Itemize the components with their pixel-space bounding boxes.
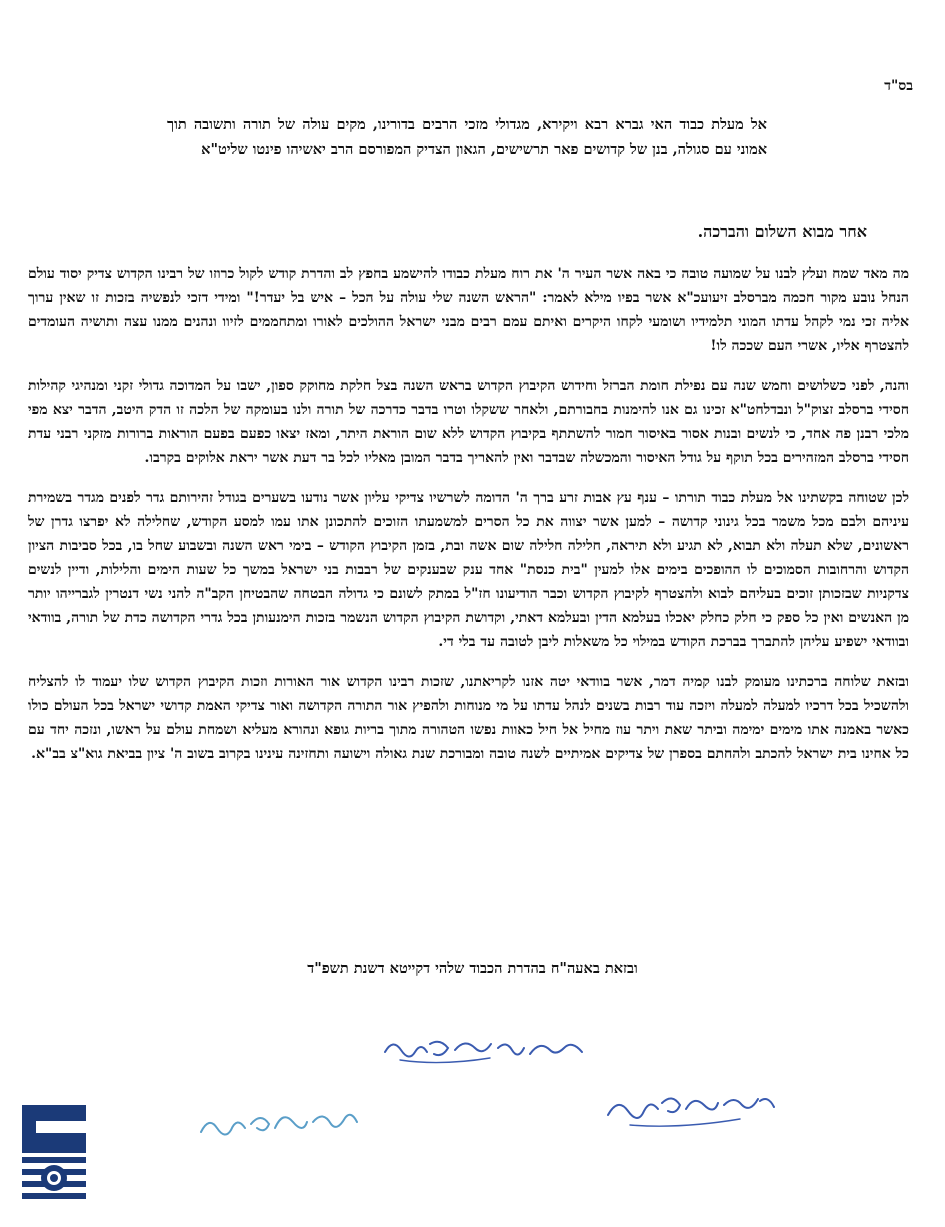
closing-line: ובזאת באעה"ח בהדרת הכבוד שלהי דקייטא דשנת תשפ"ד bbox=[307, 960, 638, 977]
paragraph: ובזאת שלוחה ברכתינו מעומק לבנו קמיה דמר, אשר בוודאי יטה אזנו לקריאתנו, שזכות רבינו הקדוש אור האורות וזכות הקיבוץ הקדוש שלו יעמוד לו להצליח ולהשכיל בכל דרכיו למעלה למעלה ויזכה עוד רבות בשנים לנהל עדתו על מי מנוחות ולהפיץ אור התורה הקדושה ואור צדיקי האמת קדושי ישראל בכל העולם כולו כאשר באמנה אתו מימים ימימה וביתר שאת ויתר עוז מחיל אל חיל כאוות נפשו הטהורה מתוך בריות גופא ונהורא מעליא ושמחת עולם על ראשו, ונזכה יחד עם כל אחינו בית ישראל להכתב ולהחתם בספרן של צדיקים אמיתיים לשנה טובה ומבורכת שנת גאולה וישועה ותחזינה עינינו בקרוב בשוב ה' ציון בביאת גוא"צ בב"א. bbox=[28, 674, 909, 762]
addressee-name: הרב יאשיהו פינטו שליט"א bbox=[201, 141, 354, 158]
address-text: אל מעלת כבוד האי גברא רבא ויקירא, מגדולי מזכי הרבים בדורינו, מקים עולה של תורה ותשובה תוך אמוני עם סגולה, בנן של קדושים פאר תרשישים, הגאון הצדיק המפורסם bbox=[167, 116, 767, 158]
bsd-header: בס"ד bbox=[884, 78, 913, 94]
paragraph: מה מאד שמח ועלץ לבנו על שמועה טובה כי באה אשר העיר ה' את רוח מעלת כבודו להישמע בחפץ לב והדרת קודש לקול כרוזו של רבינו הקדוש צדיק יסוד עולם הנחל נובע מקור חכמה מברסלב זיעועכ"א אשר בפיו מילא לאמר: "הראש השנה שלי עולה על הכל – איש בל יעדר!" ומידי דזכי לנפשיה בזכות זו שאין ערוך אליה זכי נמי לקהל עדתו המוני תלמידיו ושומעי לקחו היקרים ואיתם עמם רבים מבני ישראל ההולכים לאורו ומתחממים לזיוו ונהנים ממנו עצה ותושיה העומדים להצטרף אליו, אשרי העם שככה לו! bbox=[28, 266, 909, 354]
signature-2 bbox=[600, 1085, 785, 1135]
signature-3 bbox=[195, 1100, 365, 1150]
paragraph: לכן שטוחה בקשתינו אל מעלת כבוד תורתו – ענף עץ אבות זרע ברך ה' הדומה לשרשיו צדיקי עליון אשר נודעו בשערים בגודל זהירותם גדר לפנים מגדר בשמירת עיניהם ולבם מכל משמר בכל גינוני קדושה – למען אשר יצווה את כל הסרים למשמעתו הזוכים להתכונן אתו עמו למסע הקודש, שחלילה לא יפרצו גדרן של ראשונים, שלא תעלה ולא תבוא, לא תגיע ולא תיראה, חלילה חלילה שום אשה ובת, בזמן הקיבוץ הקודש – בימי ראש השנה ובשבוע שחל בו, בכל סביבות הציון הקדוש והרחובות הסמוכים לו ההופכים בימים אלו למעין "בית כנסת" אחד ענק שבענקים של רבבות בני ישראל במשך כל שעות הימים והלילות, ודיין לנשים צדקניות שבזכותן זוכים בעליהם לבוא ולהצטרף לקיבוץ הקדוש וכבר הודיעונו חז"ל במתק לשונם כי גדולה הבטחה שהבטיחן הקב"ה להני נשי דנטרין לגברייהו יותר מן האנשים ואין כל ספק כי חלק כחלק יאכלו בעלמא הדין ובעלמא דאתי, וקדושת הקיבוץ הקדוש הנשמר בזכות הימנעותן בכל גדרי הקדושה כדת של תורה, בוודאי ובוודאי ישפיע עליהן להתברך בברכת הקודש במילוי כל משאלות ליבן לטובה עד בלי די. bbox=[28, 490, 909, 650]
letter-body bbox=[28, 262, 909, 782]
breslov-logo-icon bbox=[22, 1105, 86, 1205]
greeting-line: אחר מבוא השלום והברכה. bbox=[697, 222, 867, 241]
address-block bbox=[167, 112, 767, 162]
signature-1 bbox=[380, 1030, 590, 1070]
paragraph: והנה, לפני כשלושים וחמש שנה עם נפילת חומת הברזל וחידוש הקיבוץ הקדוש בראש השנה בצל חלקת מחוקק ספון, ישבו על המדוכה גדולי זקני ומנהיגי קהילות חסידי ברסלב זצוק"ל ונבדלחט"א זכינו גם אנו להימנות בחבורתם, ולאחר ששקלו וטרו בדבר כדרכה של תורה ולנו בעומקה של הלכה זו הדק היטב, הדבר יצא מפי מלכי רבנן פה אחד, כי לנשים ובנות אסור באיסור חמור להשתתף בקיבוץ הקדוש ללא שום הוראת היתר, ומאז יצאו כפעם בפעם הוראות ברורות מזקני רבני עדת חסידי ברסלב המזהירים בכל תוקף על גודל האיסור והמכשלה שבדבר ואין להאריך בדבר המובן מאליו לכל בר דעת אשר יראת אלוקים בקרבו. bbox=[28, 378, 909, 466]
